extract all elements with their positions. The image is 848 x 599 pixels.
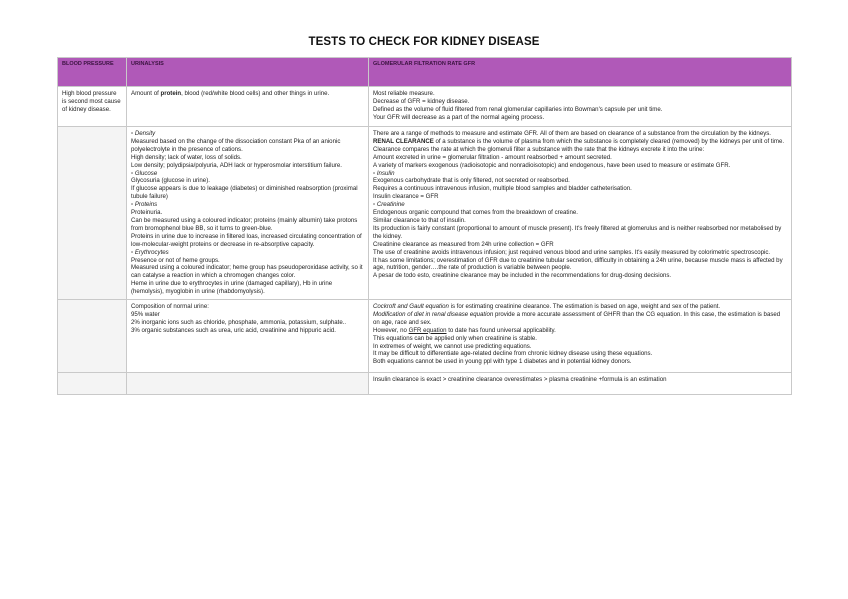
urinalysis-line-text: Density [134, 130, 156, 137]
gfr-line: Most reliable measure. [373, 90, 435, 97]
urinalysis-cell [127, 87, 369, 127]
urinalysis-line-text: Proteins [134, 201, 158, 209]
urinalysis-line: 95% water [131, 310, 160, 318]
urinalysis-line-heading [131, 130, 364, 138]
document-title: TESTS TO CHECK FOR KIDNEY DISEASE [308, 36, 540, 48]
gfr-cell [369, 300, 792, 373]
urinalysis-line-text: Presence or not of heme groups. [131, 256, 220, 264]
gfr-line [373, 146, 787, 154]
urinalysis-line-text: Proteins in urine due to increase in filtered loas, increased circulating concentration of low-molecular-weight proteins or decrease in re-absorptive capacity. [131, 232, 362, 248]
kidney-tests-table [57, 57, 792, 395]
underlined-term: GFR equation [408, 326, 447, 334]
gfr-line [373, 225, 787, 241]
gfr-line [373, 209, 787, 217]
bp-text: High blood pressure is second most cause of kidney disease. [62, 90, 121, 113]
gfr-line-text: Similar clearance to that of insulin. [373, 216, 466, 224]
urinalysis-line-text: If glucose appears is due to leakage (diabetes) or diminished reabsorption (proximal tubule failure) [131, 185, 358, 201]
gfr-line-text: Amount excreted in urine = glomerular filtration - amount reabsorbed + amount secreted. [373, 153, 612, 161]
urinalysis-cell [127, 127, 369, 300]
gfr-text: However, no [373, 326, 409, 334]
urinalysis-line-text: Erythrocytes [134, 248, 169, 256]
urinalysis-line-text: Can be measured using a coloured indicator; proteins (mainly albumin) take protons from bromophenol blue BB, so it turns to green-blue. [131, 216, 358, 232]
gfr-line [373, 217, 787, 225]
urinalysis-cell [127, 300, 369, 373]
urinalysis-line [131, 233, 364, 249]
table-row [58, 87, 792, 127]
gfr-line: Decrease of GFR = kidney disease. [373, 97, 470, 105]
header-blood-pressure: BLOOD PRESSURE [58, 58, 127, 87]
urinalysis-line [131, 264, 364, 280]
gfr-line [373, 249, 787, 257]
gfr-cell [369, 127, 792, 300]
gfr-line-text: Insulin clearance = GFR [373, 193, 439, 201]
gfr-line-text: There are a range of methods to measure and estimate GFR. All of them are based on clearance of a substance from the circulation by the kidneys. [373, 130, 771, 137]
ua-text-bold: protein [160, 90, 182, 97]
gfr-line-text: The use of creatinine avoids intravenous infusion; just required venous blood and urine samples. It's easily measured by colorimetric spectroscopic. [373, 248, 771, 256]
urinalysis-line [131, 257, 364, 265]
urinalysis-line-text: Measured using a coloured indicator; heme group has pseudoperoxidase activity, so it can catalyse a reaction in which a chromogen changes color. [131, 264, 363, 280]
bp-cell [58, 127, 127, 300]
header-row [58, 58, 792, 87]
bp-cell [58, 300, 127, 373]
gfr-line [373, 241, 787, 249]
bold-term: RENAL CLEARANCE [373, 137, 434, 145]
gfr-line [373, 327, 787, 335]
bp-cell [58, 87, 127, 127]
urinalysis-line [131, 162, 364, 170]
gfr-line [373, 303, 787, 311]
urinalysis-line-text: Proteinuria. [131, 209, 163, 217]
urinalysis-line-heading [131, 201, 364, 209]
gfr-cell [369, 373, 792, 395]
gfr-line-heading [373, 201, 787, 209]
ua-text-pre: Amount of [131, 90, 161, 97]
bp-cell [58, 373, 127, 395]
urinalysis-line-text: Measured based on the change of the dissociation constant Pka of an anionic polyelectrolyte in the presence of cations. [131, 137, 341, 153]
urinalysis-line [131, 154, 364, 162]
ua-text-post: , blood (red/white blood cells) and other things in urine. [181, 90, 330, 97]
urinalysis-line [131, 185, 364, 201]
urinalysis-line [131, 209, 364, 217]
gfr-text: provide a more accurate assessment of GHFR than the CG equation. In this case, the estimation is based on age, race and sex. [373, 310, 781, 326]
gfr-text: to date has found universal applicability. [446, 326, 556, 334]
gfr-line-text: Requires a continuous intravenous infusion, multiple blood samples and bladder catheterisation. [373, 185, 632, 193]
urinalysis-line-text: High density; lack of water, loss of solids. [131, 153, 242, 161]
gfr-summary: Insulin clearance is exact > creatinine clearance overestimates > plasma creatinine +formula is an estimation [373, 376, 667, 384]
table-row [58, 373, 792, 395]
urinalysis-line: Composition of normal urine: [131, 303, 209, 311]
gfr-line-text: A pesar de todo esto, creatinine clearance may be included in the recommendations for drug-dosing decisions. [373, 272, 672, 280]
urinalysis-cell [127, 373, 369, 395]
urinalysis-line [131, 177, 364, 185]
urinalysis-line [131, 138, 364, 154]
equation-name: Modification of diet in renal disease equation [373, 310, 494, 318]
header-urinalysis: URINALYSIS [127, 58, 369, 87]
urinalysis-line [131, 217, 364, 233]
gfr-text: is for estimating creatinine clearance. The estimation is based on age, weight and sex of the patient. [448, 303, 721, 311]
gfr-line-text: Insulin [376, 169, 395, 177]
gfr-line-text: A variety of markers exogenous (radioisotopic and nonradioisotopic) and endogenous, have been used to measure or estimate GFR. [373, 161, 731, 169]
gfr-line-text: Creatinine clearance as measured from 24h urine collection = GFR [373, 240, 554, 248]
urinalysis-line: 2% inorganic ions such as chloride, phosphate, ammonia, potassium, sulphate.. [131, 318, 347, 326]
gfr-line [373, 272, 787, 280]
gfr-line-heading [373, 170, 787, 178]
gfr-line: Defined as the volume of fluid filtered from renal glomerular capillaries into Bowman's capsule per unit time. [373, 105, 663, 113]
gfr-line [373, 257, 787, 273]
gfr-line [373, 311, 787, 327]
header-gfr: GLOMERULAR FILTRATION RATE GFR [369, 58, 792, 87]
gfr-line [373, 177, 787, 185]
gfr-line: Both equations cannot be used in young ppl with type 1 diabetes and in potential kidney donors. [373, 358, 632, 366]
urinalysis-line-text: Heme in urine due to erythrocytes in urine (damaged capillary), Hb in urine (hemolysis), myoglobin in urine (rhabdomyolysis). [131, 280, 333, 296]
urinalysis-line-text: Low density; polydipsia/polyuria, ADH lack or hyperosmolar interstitium failure. [131, 161, 343, 169]
gfr-line-text: Creatinine [376, 201, 405, 209]
urinalysis-line: 3% organic substances such as urea, uric acid, creatinine and hippuric acid. [131, 326, 336, 334]
urinalysis-line-heading [131, 170, 364, 178]
urinalysis-text [131, 90, 364, 98]
urinalysis-line-text: Glycosuria (glucose in urine). [131, 177, 210, 185]
urinalysis-line [131, 280, 364, 296]
gfr-line: This equations can be applied only when creatinine is stable. [373, 334, 537, 342]
urinalysis-line-text: Glucose [134, 169, 158, 177]
table-row [58, 300, 792, 373]
gfr-line [373, 154, 787, 162]
gfr-line: Your GFR will decrease as a part of the normal ageing process. [373, 113, 545, 121]
gfr-line-text: Clearance compares the rate at which the glomeruli filter a substance with the rate that the kidneys excrete it into the urine: [373, 145, 705, 153]
gfr-cell [369, 87, 792, 127]
gfr-line [373, 138, 787, 146]
gfr-line [373, 162, 787, 170]
gfr-line-text: Endogenous organic compound that comes from the breakdown of creatine. [373, 209, 578, 217]
gfr-line-text: of a substance is the volume of plasma from which the substance is completely cleared (removed) by the kidneys per unit of time. [433, 137, 785, 145]
gfr-line [373, 193, 787, 201]
gfr-line-text: Its production is fairly constant (proportional to amount of muscle present). It's freely filtered at glomerulus and is neither reabsorbed nor metabolised by the kidney. [373, 224, 782, 240]
gfr-line: It may be difficult to differentiate age-related decline from chronic kidney disease using these equations. [373, 350, 653, 358]
table-row [58, 127, 792, 300]
gfr-line [373, 130, 787, 138]
gfr-line [373, 185, 787, 193]
gfr-line-text: It has some limitations; overestimation of GFR due to creatinine tubular secretion, difficulty in obtaining a 24h urine, because muscle mass is affected by age, nutrition, gender….the rate of production is variable between people. [373, 256, 783, 272]
gfr-line: In extremes of weight, we cannot use predicting equations. [373, 342, 532, 350]
gfr-line-text: Exogenous carbohydrate that is only filtered, not secreted or reabsorbed. [373, 177, 570, 185]
equation-name: Cockroft and Gault equation [373, 303, 449, 311]
urinalysis-line-heading [131, 249, 364, 257]
